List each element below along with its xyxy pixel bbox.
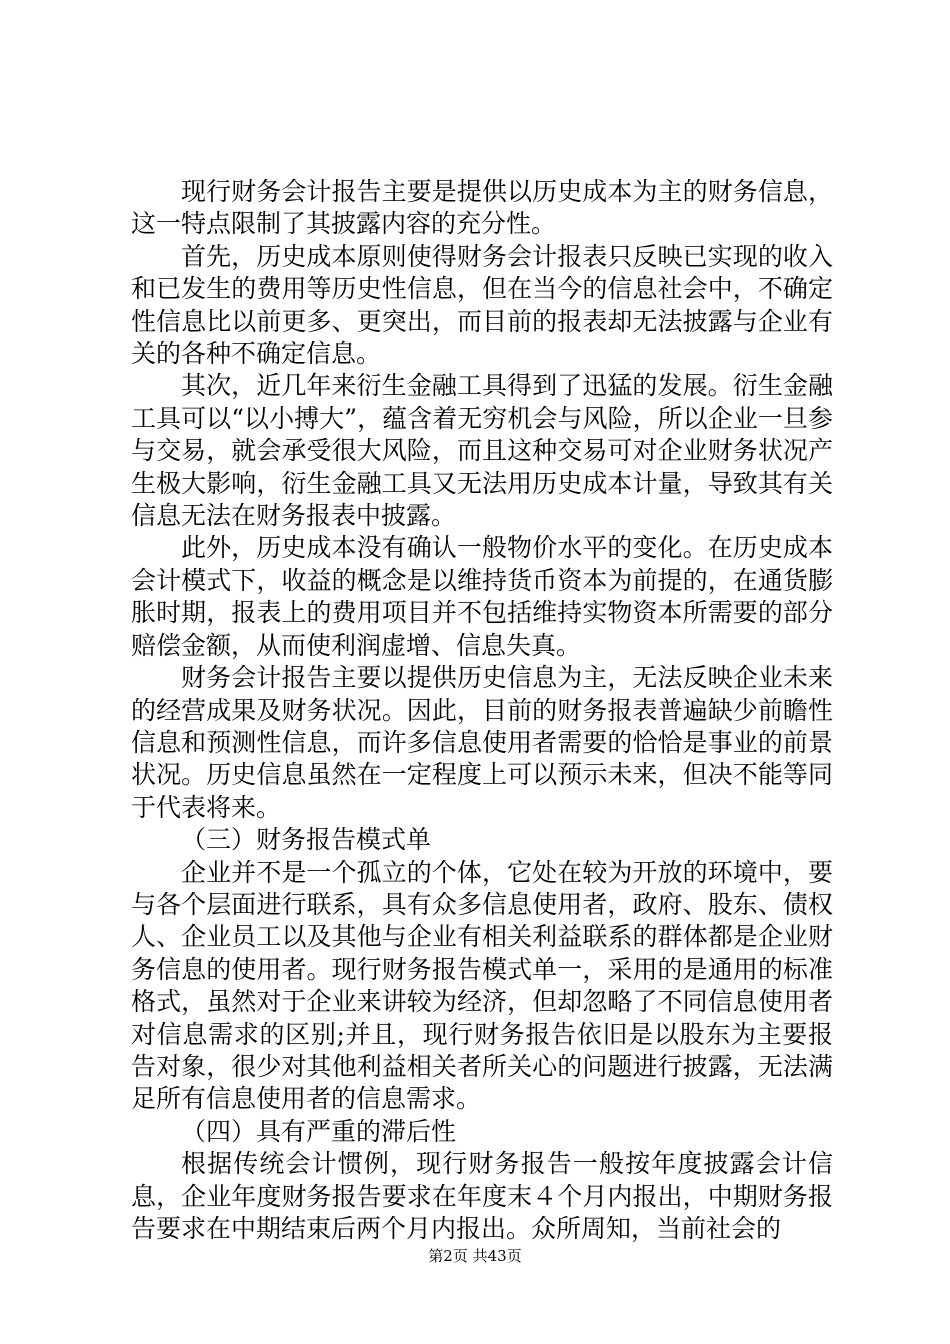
paragraph-intro: 现行财务会计报告主要是提供以历史成本为主的财务信息，这一特点限制了其披露内容的充分性。: [131, 177, 833, 239]
section-heading-3: （三）财务报告模式单: [181, 825, 432, 855]
paragraph-lag: 根据传统会计惯例，现行财务报告一般按年度披露会计信息，企业年度财务报告要求在年度末４个月内报出，中期财务报告要求在中期结束后两个月内报出。众所周知，当前社会的: [131, 1149, 833, 1243]
page-footer: 第2页 共43页: [428, 1247, 522, 1265]
section-heading-4: （四）具有严重的滞后性: [181, 1116, 457, 1146]
paragraph-single-mode: 企业并不是一个孤立的个体，它处在较为开放的环境中，要与各个层面进行联系，具有众多信息使用者，政府、股东、债权人、企业员工以及其他与企业有相关利益联系的群体都是企业财务信息的使用者。现行财务报告模式单一，采用的是通用的标准格式，虽然对于企业来讲较为经济，但却忽略了不同信息使用者对信息需求的区别;并且，现行财务报告依旧是以股东为主要报告对象，很少对其他利益相关者所关心的问题进行披露，无法满足所有信息使用者的信息需求。: [131, 857, 833, 1114]
paragraph-second: 其次，近几年来衍生金融工具得到了迅猛的发展。衍生金融工具可以“以小搏大”，蕴含着无穷机会与风险，所以企业一旦参与交易，就会承受很大风险，而且这种交易可对企业财务状况产生极大影响，衍生金融工具又无法用历史成本计量，导致其有关信息无法在财务报表中披露。: [131, 371, 833, 531]
paragraph-first: 首先，历史成本原则使得财务会计报表只反映已实现的收入和已发生的费用等历史性信息，但在当今的信息社会中，不确定性信息比以前更多、更突出，而目前的报表却无法披露与企业有关的各种不确定信息。: [131, 241, 833, 369]
paragraph-forward-looking: 财务会计报告主要以提供历史信息为主，无法反映企业未来的经营成果及财务状况。因此，目前的财务报表普遍缺少前瞻性信息和预测性信息，而许多信息使用者需要的恰恰是事业的前景状况。历史信息虽然在一定程度上可以预示未来，但决不能等同于代表将来。: [131, 663, 833, 822]
document-body: [131, 176, 833, 1245]
paragraph-third: 此外，历史成本没有确认一般物价水平的变化。在历史成本会计模式下，收益的概念是以维持货币资本为前提的，在通货膨胀时期，报表上的费用项目并不包括维持实物资本所需要的部分赔偿金额，从而使利润虚增、信息失真。: [131, 533, 833, 660]
